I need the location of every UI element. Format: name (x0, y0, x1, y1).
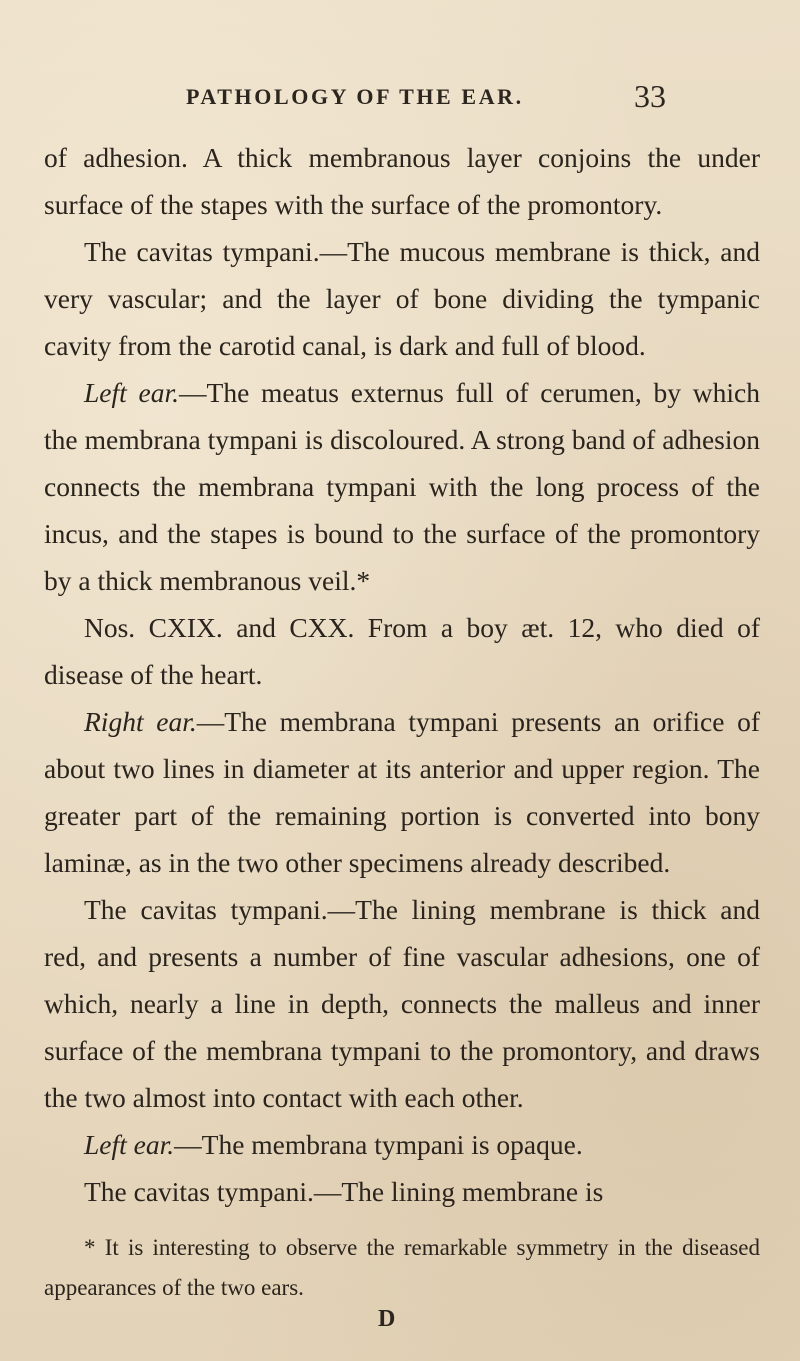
paragraph-8: The cavitas tympani.—The lining membrane is (84, 1176, 604, 1207)
page-number: 33 (634, 78, 666, 114)
section-label-right-ear: Right ear. (84, 706, 197, 737)
paragraph-7 (44, 1121, 760, 1168)
footnote (44, 1228, 760, 1308)
body-text (44, 134, 760, 1215)
footnote-text: * It is interesting to observe the remarkable symmetry in the diseased appearances of the two ears. (44, 1235, 760, 1300)
paragraph-3 (44, 369, 760, 604)
section-label-left-ear: Left ear. (84, 377, 180, 408)
section-label-left-ear-2: Left ear. (84, 1129, 175, 1160)
paragraph-1: of adhesion. A thick membranous layer conjoins the under surface of the stapes with the surface of the promontory. (44, 142, 760, 220)
paragraph-4: Nos. CXIX. and CXX. From a boy æt. 12, who died of disease of the heart. (44, 612, 760, 690)
signature-mark: D (378, 1306, 396, 1332)
paragraph-5 (44, 698, 760, 886)
page-header (0, 78, 800, 114)
paragraph-7-text: —The membrana tympani is opaque. (174, 1129, 583, 1160)
paragraph-3-text: —The meatus externus full of cerumen, by which the membrana tympani is discoloured. A strong band of adhesion connects the membrana tympani with the long process of the incus, and the stapes is bound to the surface of the promontory by a thick membranous veil.* (44, 377, 761, 596)
paragraph-2: The cavitas tympani.—The mucous membrane is thick, and very vascular; and the layer of bone dividing the tympanic cavity from the carotid canal, is dark and full of blood. (44, 236, 760, 361)
paragraph-6: The cavitas tympani.—The lining membrane is thick and red, and presents a number of fine vascular adhesions, one of which, nearly a line in depth, connects the malleus and inner surface of the membrana tympani to the promontory, and draws the two almost into contact with each other. (44, 894, 760, 1113)
running-head: PATHOLOGY OF THE EAR. (186, 84, 524, 109)
paragraph-5-text: —The membrana tympani presents an orifice of about two lines in diameter at its anterior and upper region. The greater part of the remaining portion is converted into bony laminæ, as in the two other specimens already described. (44, 706, 760, 878)
